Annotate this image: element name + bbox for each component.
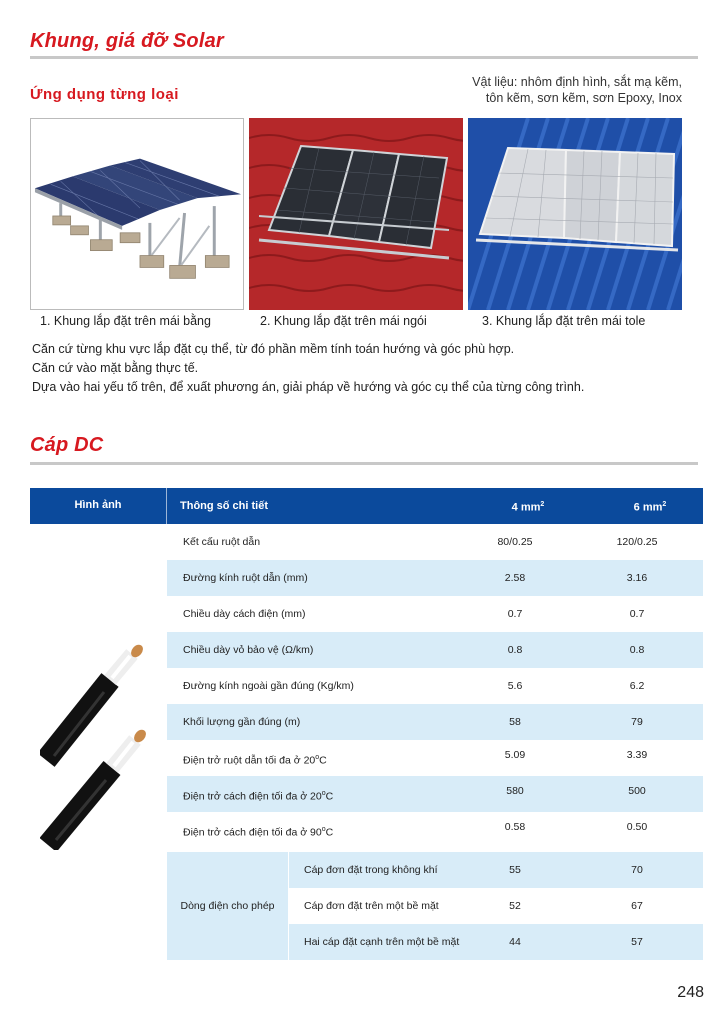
table-row: [167, 812, 703, 848]
row-value-6mm: 70: [631, 864, 643, 876]
material-line-1: Vật liệu: nhôm định hình, sắt mạ kẽm,: [472, 75, 682, 89]
row-value-6mm: 0.7: [629, 608, 645, 620]
row-value-6mm: 6.2: [629, 680, 645, 692]
current-rating-group: [167, 852, 288, 960]
header-separator: [166, 488, 167, 524]
row-value-6mm: 0.50: [626, 821, 648, 833]
row-label-text: Điện trở ruột dẫn tối đa ở 20: [183, 754, 316, 767]
header-4mm-sup: 2: [540, 501, 545, 508]
section-divider-2: [30, 462, 698, 465]
current-rating-label: Dòng điện cho phép: [180, 900, 275, 912]
material-note: [472, 74, 682, 106]
header-4mm: [488, 488, 568, 524]
row-label: Hai cáp đặt cạnh trên một bề mặt: [304, 936, 460, 948]
row-value-4mm: 5.09: [504, 749, 526, 761]
row-label: Đường kính ruột dẫn (mm): [183, 572, 308, 584]
table-header: [30, 488, 703, 524]
row-label: [183, 776, 333, 812]
unit-c: C: [319, 754, 327, 767]
section-divider: [30, 56, 698, 59]
caption-metal-roof: 3. Khung lắp đặt trên mái tole: [482, 314, 646, 328]
row-value-4mm: 580: [506, 785, 524, 797]
row-label: Chiều dày cách điện (mm): [183, 608, 306, 620]
row-label: Cáp đơn đặt trên một bề mặt: [304, 900, 439, 912]
metal-roof-mount-image: [468, 118, 682, 310]
table-row: [167, 776, 703, 812]
header-6mm: [610, 488, 690, 524]
row-value-4mm: 0.8: [507, 644, 523, 656]
row-value-4mm: 44: [509, 936, 521, 948]
table-row: [167, 596, 703, 632]
unit-c: C: [325, 790, 334, 803]
row-value-6mm: 57: [631, 936, 643, 948]
row-value-4mm: 0.7: [507, 608, 523, 620]
row-label-text: Điện trở cách điện tối đa ở 90: [183, 826, 322, 839]
tile-roof-mount-image: [249, 118, 463, 310]
row-value-4mm: 80/0.25: [497, 536, 533, 548]
table-row: [167, 560, 703, 596]
row-label: Chiều dày vỏ bảo vệ (Ω/km): [183, 644, 314, 656]
table-row: [167, 524, 703, 560]
header-6mm-sup: 2: [662, 501, 667, 508]
table-row: [167, 632, 703, 668]
row-value-4mm: 5.6: [507, 680, 523, 692]
header-6mm-text: 6 mm: [633, 501, 663, 514]
row-label: [183, 812, 333, 848]
degree-sup: o: [321, 790, 326, 797]
caption-tile-roof: 2. Khung lắp đặt trên mái ngói: [260, 314, 427, 328]
row-value-4mm: 55: [509, 864, 521, 876]
row-label: Cáp đơn đặt trong không khí: [304, 864, 438, 876]
current-rating-separator: [288, 852, 289, 960]
caption-flat-roof: 1. Khung lắp đặt trên mái bằng: [40, 314, 211, 328]
row-label: Kết cấu ruột dẫn: [183, 536, 261, 548]
row-value-6mm: 500: [628, 785, 646, 797]
table-row: [167, 704, 703, 740]
section-title-solar-frame: Khung, giá đỡ Solar: [30, 30, 224, 52]
row-value-6mm: 3.39: [626, 749, 648, 761]
paragraph-1: Căn cứ từng khu vực lắp đặt cụ thể, từ đó phần mềm tính toán hướng và góc phù hợp.: [32, 342, 515, 356]
degree-sup: o: [315, 754, 320, 761]
row-value-4mm: 0.58: [504, 821, 526, 833]
header-spec: Thông số chi tiết: [180, 500, 268, 512]
row-value-6mm: 67: [631, 900, 643, 912]
header-image: Hình ảnh: [74, 499, 122, 511]
row-value-6mm: 120/0.25: [616, 536, 658, 548]
dc-cable-image: [40, 640, 165, 850]
row-value-6mm: 0.8: [629, 644, 645, 656]
table-row: [167, 668, 703, 704]
material-line-2: tôn kẽm, sơn kẽm, sơn Epoxy, Inox: [485, 91, 682, 105]
row-label: [183, 740, 327, 776]
paragraph-2: Căn cứ vào mặt bằng thực tế.: [32, 361, 199, 375]
header-4mm-text: 4 mm: [511, 501, 541, 514]
applications-subtitle: Ứng dụng từng loại: [30, 86, 179, 103]
row-value-6mm: 79: [631, 716, 643, 728]
row-label: Khối lượng gần đúng (m): [183, 716, 301, 728]
page-number: 248: [677, 984, 704, 1001]
degree-sup: o: [321, 826, 326, 833]
row-label: Đường kính ngoài gần đúng (Kg/km): [183, 680, 354, 692]
row-label-text: Điện trở cách điện tối đa ở 20: [183, 790, 322, 803]
paragraph-3: Dựa vào hai yếu tố trên, để xuất phương án, giải pháp về hướng và góc cụ thể của từng công trình.: [32, 380, 585, 394]
unit-c: C: [325, 826, 334, 839]
flat-roof-mount-image: [30, 118, 244, 310]
table-row: [167, 740, 703, 776]
row-value-4mm: 52: [509, 900, 521, 912]
row-value-4mm: 2.58: [504, 572, 526, 584]
row-value-6mm: 3.16: [626, 572, 648, 584]
row-value-4mm: 58: [509, 716, 521, 728]
section-title-dc-cable: Cáp DC: [30, 434, 104, 456]
